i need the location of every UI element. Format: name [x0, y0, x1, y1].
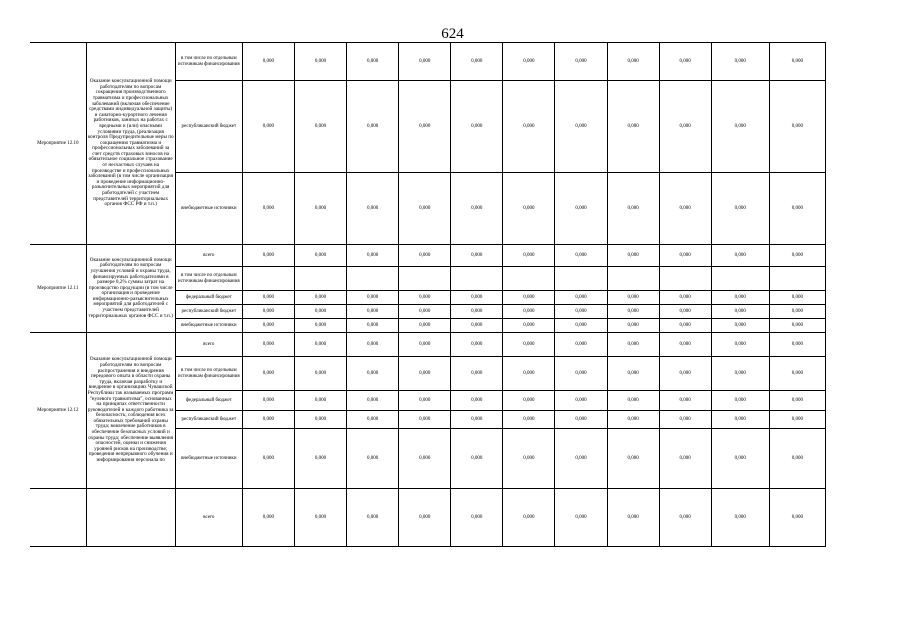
funding-source: всего — [175, 489, 242, 547]
value-cell: 0,000 — [451, 291, 503, 305]
value-cell: 0,000 — [769, 489, 825, 547]
value-cell: 0,000 — [242, 357, 294, 391]
value-cell: 0,000 — [503, 319, 555, 333]
value-cell: 0,000 — [769, 245, 825, 267]
value-cell: 0,000 — [242, 81, 294, 173]
value-cell: 0,000 — [451, 319, 503, 333]
funding-source: всего — [175, 333, 242, 357]
value-cell: 0,000 — [659, 357, 711, 391]
value-cell: 0,000 — [399, 429, 451, 489]
value-cell: 0,000 — [399, 391, 451, 411]
value-cell: 0,000 — [347, 391, 399, 411]
value-cell: 0,000 — [503, 411, 555, 429]
value-cell: 0,000 — [242, 319, 294, 333]
value-cell: 0,000 — [399, 43, 451, 81]
value-cell: 0,000 — [607, 411, 659, 429]
value-cell: 0,000 — [347, 357, 399, 391]
value-cell: 0,000 — [711, 43, 769, 81]
value-cell: 0,000 — [242, 305, 294, 319]
value-cell: 0,000 — [769, 173, 825, 245]
measure-description: Оказание консультационной помощи работодателям по вопросам улучшения условий и охраны труда, финансируемых работодателями в размере 0,2% суммы затрат на производство продукции (в том числе организация и проведение информационно-разъяснительных мероприятий для работодателей с участием представителей территориальных органов ФСС и т.п.) — [86, 245, 175, 333]
value-cell: 0,000 — [607, 489, 659, 547]
value-cell: 0,000 — [294, 305, 346, 319]
value-cell: 0,000 — [451, 43, 503, 81]
value-cell: 0,000 — [659, 291, 711, 305]
value-cell: 0,000 — [451, 305, 503, 319]
value-cell: 0,000 — [399, 319, 451, 333]
value-cell: 0,000 — [451, 173, 503, 245]
value-cell: 0,000 — [451, 429, 503, 489]
value-cell: 0,000 — [294, 319, 346, 333]
value-cell: 0,000 — [503, 391, 555, 411]
value-cell: 0,000 — [711, 411, 769, 429]
table-row — [30, 333, 826, 357]
value-cell: 0,000 — [503, 43, 555, 81]
measure-name: Мероприятие 12.12 — [30, 333, 86, 489]
value-cell: 0,000 — [711, 429, 769, 489]
value-cell: 0,000 — [769, 319, 825, 333]
value-cell: 0,000 — [294, 391, 346, 411]
value-cell: 0,000 — [347, 333, 399, 357]
value-cell: 0,000 — [769, 429, 825, 489]
value-cell: 0,000 — [555, 319, 607, 333]
measure-name: Мероприятие 12.10 — [30, 43, 86, 245]
value-cell: 0,000 — [242, 173, 294, 245]
value-cell — [607, 267, 659, 291]
value-cell: 0,000 — [555, 305, 607, 319]
value-cell: 0,000 — [503, 173, 555, 245]
value-cell: 0,000 — [294, 81, 346, 173]
value-cell: 0,000 — [711, 319, 769, 333]
value-cell: 0,000 — [503, 357, 555, 391]
table-row — [30, 489, 826, 547]
value-cell: 0,000 — [607, 173, 659, 245]
value-cell: 0,000 — [451, 333, 503, 357]
value-cell: 0,000 — [347, 81, 399, 173]
value-cell: 0,000 — [399, 245, 451, 267]
value-cell: 0,000 — [607, 81, 659, 173]
value-cell: 0,000 — [451, 357, 503, 391]
value-cell: 0,000 — [659, 245, 711, 267]
value-cell: 0,000 — [607, 43, 659, 81]
value-cell: 0,000 — [555, 391, 607, 411]
value-cell: 0,000 — [399, 305, 451, 319]
value-cell: 0,000 — [659, 173, 711, 245]
value-cell: 0,000 — [503, 305, 555, 319]
value-cell: 0,000 — [769, 357, 825, 391]
value-cell: 0,000 — [711, 173, 769, 245]
value-cell: 0,000 — [503, 489, 555, 547]
value-cell: 0,000 — [347, 429, 399, 489]
value-cell: 0,000 — [399, 291, 451, 305]
measure-name: Мероприятие 12.11 — [30, 245, 86, 333]
value-cell — [399, 267, 451, 291]
value-cell: 0,000 — [503, 291, 555, 305]
value-cell: 0,000 — [242, 489, 294, 547]
value-cell — [242, 267, 294, 291]
value-cell: 0,000 — [242, 333, 294, 357]
value-cell — [711, 267, 769, 291]
value-cell: 0,000 — [451, 489, 503, 547]
value-cell: 0,000 — [294, 357, 346, 391]
value-cell: 0,000 — [294, 429, 346, 489]
value-cell: 0,000 — [769, 333, 825, 357]
value-cell: 0,000 — [555, 333, 607, 357]
value-cell: 0,000 — [242, 429, 294, 489]
value-cell: 0,000 — [711, 291, 769, 305]
value-cell: 0,000 — [294, 411, 346, 429]
measure-description: Оказание консультационной помощи работодателям по вопросам распространения и внедрения передового опыта в области охраны труда, включая разработку и внедрение в организациях Чувашской Республики так называемых программ "нулевого травматизма", основанных на принципах ответственности руководителей и каждого работника за безопасность; соблюдения всех обязательных требований охраны труда; вовлечение работников в обеспечение безопасных условий и охраны труда; обеспечение выявления опасностей, оценки и снижения уровней рисков на производстве; проведения непрерывного обучения и информирования персонала по — [86, 333, 175, 489]
value-cell: 0,000 — [294, 43, 346, 81]
measure-description: Оказание консультационной помощи работодателям по вопросам сокращения производственного травматизма и профессиональных заболеваний (включая обеспечение средствами индивидуальной защиты) и санаторно-курортного лечения работников, занятых на работах с вредными и (или) опасными условиями труда, (реализация контроля Предупредительные меры по сокращению травматизма и профессиональных заболеваний за счет средств страховых взносов на обязательное социальное страхование от несчастных случаев на производстве и профессиональных заболеваний (в том числе организация и проведение информационно-разъяснительных мероприятий для работодателей с участием представителей территориальных органов ФСС РФ и т.п.) — [86, 43, 175, 245]
value-cell: 0,000 — [347, 291, 399, 305]
value-cell: 0,000 — [659, 81, 711, 173]
value-cell — [659, 267, 711, 291]
value-cell: 0,000 — [769, 291, 825, 305]
table-row — [30, 245, 826, 267]
value-cell: 0,000 — [555, 173, 607, 245]
value-cell: 0,000 — [347, 319, 399, 333]
value-cell: 0,000 — [555, 291, 607, 305]
page-number: 624 — [441, 26, 464, 42]
value-cell: 0,000 — [607, 319, 659, 333]
value-cell: 0,000 — [503, 245, 555, 267]
value-cell: 0,000 — [659, 489, 711, 547]
value-cell: 0,000 — [711, 81, 769, 173]
value-cell: 0,000 — [503, 429, 555, 489]
value-cell: 0,000 — [399, 489, 451, 547]
value-cell: 0,000 — [659, 305, 711, 319]
value-cell: 0,000 — [607, 245, 659, 267]
value-cell: 0,000 — [347, 43, 399, 81]
value-cell: 0,000 — [607, 429, 659, 489]
value-cell: 0,000 — [769, 391, 825, 411]
value-cell: 0,000 — [399, 411, 451, 429]
value-cell: 0,000 — [659, 411, 711, 429]
value-cell: 0,000 — [503, 81, 555, 173]
value-cell: 0,000 — [555, 489, 607, 547]
value-cell: 0,000 — [555, 43, 607, 81]
value-cell: 0,000 — [294, 489, 346, 547]
value-cell: 0,000 — [607, 333, 659, 357]
value-cell: 0,000 — [399, 81, 451, 173]
funding-source: в том числе по отдельным источникам финансирования — [175, 43, 242, 81]
value-cell: 0,000 — [711, 391, 769, 411]
funding-source: республиканский бюджет — [175, 305, 242, 319]
value-cell: 0,000 — [659, 391, 711, 411]
value-cell: 0,000 — [555, 357, 607, 391]
funding-source: республиканский бюджет — [175, 411, 242, 429]
value-cell: 0,000 — [659, 429, 711, 489]
value-cell: 0,000 — [659, 333, 711, 357]
value-cell: 0,000 — [242, 391, 294, 411]
value-cell: 0,000 — [711, 333, 769, 357]
value-cell: 0,000 — [399, 357, 451, 391]
funding-source: в том числе по отдельным источникам финансирования — [175, 357, 242, 391]
value-cell: 0,000 — [451, 245, 503, 267]
funding-source: республиканский бюджет — [175, 81, 242, 173]
value-cell — [769, 267, 825, 291]
value-cell: 0,000 — [659, 319, 711, 333]
funding-source: федеральный бюджет — [175, 291, 242, 305]
value-cell: 0,000 — [451, 391, 503, 411]
funding-source: внебюджетные источники — [175, 173, 242, 245]
value-cell: 0,000 — [711, 357, 769, 391]
value-cell: 0,000 — [711, 305, 769, 319]
value-cell: 0,000 — [242, 411, 294, 429]
funding-source: внебюджетные источники — [175, 429, 242, 489]
funding-source: в том числе по отдельным источникам финансирования — [175, 267, 242, 291]
value-cell: 0,000 — [607, 291, 659, 305]
value-cell: 0,000 — [659, 43, 711, 81]
value-cell: 0,000 — [242, 43, 294, 81]
value-cell — [451, 267, 503, 291]
value-cell: 0,000 — [347, 245, 399, 267]
value-cell: 0,000 — [451, 411, 503, 429]
value-cell: 0,000 — [294, 173, 346, 245]
funding-source: всего — [175, 245, 242, 267]
value-cell: 0,000 — [347, 173, 399, 245]
value-cell: 0,000 — [607, 357, 659, 391]
value-cell: 0,000 — [711, 245, 769, 267]
value-cell: 0,000 — [607, 391, 659, 411]
value-cell: 0,000 — [555, 245, 607, 267]
value-cell: 0,000 — [503, 333, 555, 357]
value-cell: 0,000 — [399, 173, 451, 245]
measure-name — [30, 489, 86, 547]
value-cell: 0,000 — [242, 245, 294, 267]
funding-source: внебюджетные источники — [175, 319, 242, 333]
value-cell: 0,000 — [399, 333, 451, 357]
value-cell: 0,000 — [607, 305, 659, 319]
value-cell: 0,000 — [555, 81, 607, 173]
funding-source: федеральный бюджет — [175, 391, 242, 411]
value-cell: 0,000 — [242, 291, 294, 305]
value-cell: 0,000 — [769, 81, 825, 173]
value-cell — [294, 267, 346, 291]
value-cell — [503, 267, 555, 291]
value-cell: 0,000 — [769, 305, 825, 319]
budget-table — [30, 42, 826, 547]
value-cell: 0,000 — [294, 333, 346, 357]
value-cell: 0,000 — [451, 81, 503, 173]
value-cell: 0,000 — [347, 411, 399, 429]
value-cell: 0,000 — [769, 411, 825, 429]
value-cell: 0,000 — [769, 43, 825, 81]
value-cell — [347, 267, 399, 291]
value-cell — [555, 267, 607, 291]
value-cell: 0,000 — [711, 489, 769, 547]
value-cell: 0,000 — [555, 411, 607, 429]
value-cell: 0,000 — [347, 489, 399, 547]
measure-description — [86, 489, 175, 547]
value-cell: 0,000 — [294, 245, 346, 267]
value-cell: 0,000 — [294, 291, 346, 305]
table-row — [30, 43, 826, 81]
budget-table-container — [30, 42, 826, 547]
value-cell: 0,000 — [347, 305, 399, 319]
value-cell: 0,000 — [555, 429, 607, 489]
